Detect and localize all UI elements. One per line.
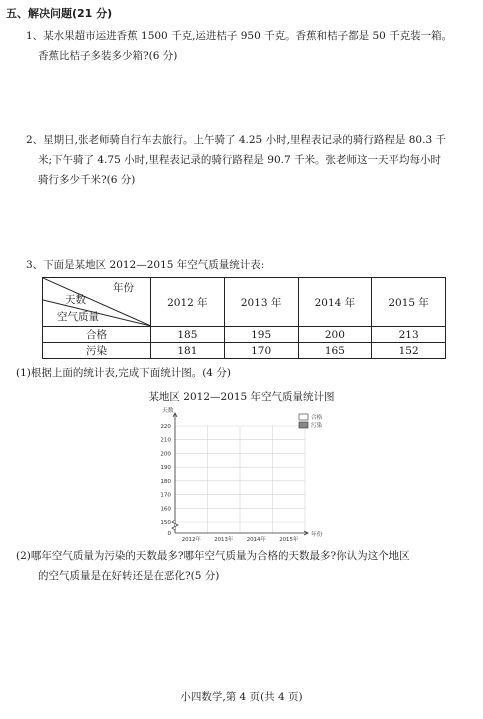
question-2-line-1: 2、星期日,张老师骑自行车去旅行。上午骑了 4.25 小时,里程表记录的骑行路程是 80.3 千 bbox=[26, 134, 446, 146]
table-cell: 195 bbox=[224, 327, 298, 343]
x-tick-label: 2012年 bbox=[181, 537, 201, 543]
row-label-qualified: 合格 bbox=[43, 327, 151, 343]
y-tick-label: 200 bbox=[160, 451, 171, 458]
question-2-line-2: 米;下午骑了 4.75 小时,里程表记录的骑行路程是 90.7 千米。张老师这一天平均每小时 bbox=[38, 154, 441, 166]
table-header-year: 2013 年 bbox=[224, 278, 298, 327]
table-cell: 181 bbox=[151, 343, 225, 359]
corner-label-year: 年份 bbox=[113, 282, 134, 294]
table-cell: 152 bbox=[372, 343, 446, 359]
chart-title: 某地区 2012—2015 年空气质量统计图 bbox=[148, 391, 335, 403]
y-tick-label: 190 bbox=[160, 465, 171, 472]
table-header-year: 2014 年 bbox=[298, 278, 372, 327]
table-row bbox=[43, 343, 446, 359]
y-tick-label: 150 bbox=[160, 520, 171, 526]
y-tick-label: 0 bbox=[167, 531, 171, 537]
corner-label-days: 天数 bbox=[65, 294, 86, 306]
question-3-intro: 3、下面是某地区 2012—2015 年空气质量统计表: bbox=[26, 259, 265, 271]
question-2-line-3: 骑行多少千米?(6 分) bbox=[38, 174, 136, 186]
legend-label: 合格 bbox=[311, 415, 323, 421]
y-axis-label: 天数 bbox=[162, 408, 174, 414]
table-cell: 170 bbox=[224, 343, 298, 359]
table-cell: 200 bbox=[298, 327, 372, 343]
sub-question-1: (1)根据上面的统计表,完成下面统计图。(4 分) bbox=[16, 367, 231, 379]
y-tick-label: 170 bbox=[160, 492, 171, 499]
axis-break-mark bbox=[172, 520, 178, 530]
table-cell: 185 bbox=[151, 327, 225, 343]
x-tick-label: 2014年 bbox=[246, 537, 266, 543]
row-label-polluted: 污染 bbox=[43, 343, 151, 359]
question-1-line-2: 香蕉比桔子多装多少箱?(6 分) bbox=[38, 50, 178, 62]
y-tick-label: 210 bbox=[160, 437, 171, 444]
y-tick-label: 220 bbox=[160, 424, 171, 430]
table-cell: 213 bbox=[372, 327, 446, 343]
section-title: 五、解决问题(21 分) bbox=[6, 7, 113, 20]
question-1-line-1: 1、某水果超市运进香蕉 1500 千克,运进桔子 950 千克。香蕉和桔子都是 50 千克装一箱。 bbox=[26, 30, 453, 42]
page-footer: 小四数学,第 4 页(共 4 页) bbox=[180, 691, 303, 703]
corner-label-quality: 空气质量 bbox=[57, 311, 99, 323]
y-tick-label: 160 bbox=[160, 506, 171, 513]
table-cell: 165 bbox=[298, 343, 372, 359]
bar-chart bbox=[150, 403, 340, 548]
table-header-year: 2015 年 bbox=[372, 278, 446, 327]
table-header-year: 2012 年 bbox=[151, 278, 225, 327]
legend-label: 污染 bbox=[311, 423, 323, 429]
y-tick-label: 180 bbox=[160, 478, 171, 485]
air-quality-table bbox=[42, 277, 446, 359]
table-corner-cell bbox=[43, 278, 151, 327]
x-tick-label: 2015年 bbox=[279, 537, 299, 543]
legend-swatch bbox=[299, 414, 308, 420]
legend-swatch bbox=[299, 422, 308, 428]
sub-question-2-line-2: 的空气质量是在好转还是在恶化?(5 分) bbox=[38, 570, 220, 582]
table-row bbox=[43, 327, 446, 343]
sub-question-2-line-1: (2)哪年空气质量为污染的天数最多?哪年空气质量为合格的天数最多?你认为这个地区 bbox=[16, 550, 410, 562]
x-axis-label: 年份 bbox=[311, 532, 323, 538]
x-tick-label: 2013年 bbox=[214, 537, 234, 543]
